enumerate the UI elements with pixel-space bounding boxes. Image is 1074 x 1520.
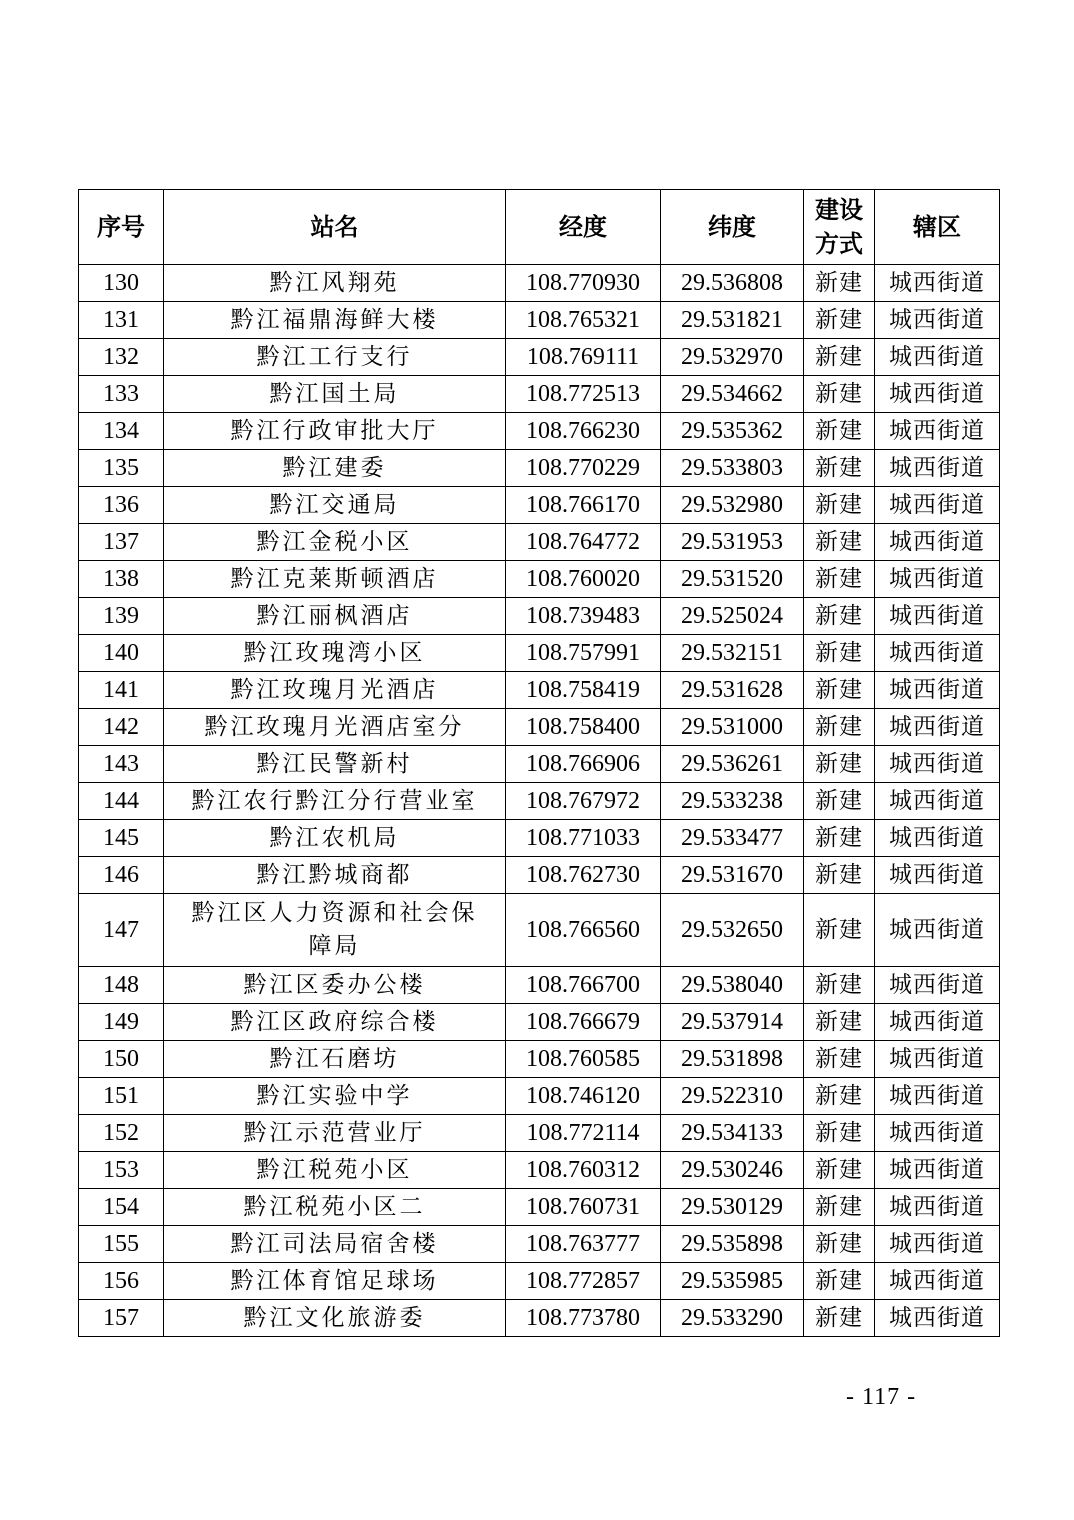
cell-index: 138: [79, 561, 164, 598]
cell-station-name: 黔江区政府综合楼: [164, 1004, 506, 1041]
header-row: [79, 190, 1000, 265]
table-row: [79, 598, 1000, 635]
cell-latitude: 29.531670: [661, 857, 804, 894]
cell-longitude: 108.760312: [506, 1152, 661, 1189]
cell-build-mode: 新建: [804, 672, 875, 709]
table-row: [79, 1189, 1000, 1226]
cell-station-name: 黔江石磨坊: [164, 1041, 506, 1078]
cell-build-mode: 新建: [804, 894, 875, 967]
cell-station-name: 黔江交通局: [164, 487, 506, 524]
cell-longitude: 108.766679: [506, 1004, 661, 1041]
table-row: [79, 524, 1000, 561]
cell-latitude: 29.537914: [661, 1004, 804, 1041]
cell-build-mode: 新建: [804, 709, 875, 746]
cell-longitude: 108.765321: [506, 302, 661, 339]
cell-district: 城西街道: [875, 1078, 1000, 1115]
cell-district: 城西街道: [875, 487, 1000, 524]
cell-index: 143: [79, 746, 164, 783]
header-longitude: 经度: [506, 190, 661, 265]
cell-longitude: 108.766700: [506, 967, 661, 1004]
cell-index: 130: [79, 265, 164, 302]
cell-index: 148: [79, 967, 164, 1004]
header-build-mode-line2: 方式: [815, 229, 863, 258]
table-row: [79, 487, 1000, 524]
cell-latitude: 29.533803: [661, 450, 804, 487]
cell-longitude: 108.739483: [506, 598, 661, 635]
header-district: 辖区: [875, 190, 1000, 265]
cell-latitude: 29.522310: [661, 1078, 804, 1115]
cell-index: 150: [79, 1041, 164, 1078]
cell-build-mode: 新建: [804, 561, 875, 598]
cell-index: 142: [79, 709, 164, 746]
table-row: [79, 265, 1000, 302]
cell-station-name: 黔江体育馆足球场: [164, 1263, 506, 1300]
page-number: - 117 -: [846, 1384, 917, 1410]
cell-index: 144: [79, 783, 164, 820]
cell-latitude: 29.530129: [661, 1189, 804, 1226]
cell-build-mode: 新建: [804, 1152, 875, 1189]
cell-latitude: 29.530246: [661, 1152, 804, 1189]
cell-build-mode: 新建: [804, 967, 875, 1004]
table-row: [79, 820, 1000, 857]
cell-district: 城西街道: [875, 265, 1000, 302]
cell-build-mode: 新建: [804, 450, 875, 487]
cell-longitude: 108.771033: [506, 820, 661, 857]
cell-station-name: 黔江黔城商都: [164, 857, 506, 894]
cell-build-mode: 新建: [804, 1041, 875, 1078]
table-row: [79, 302, 1000, 339]
cell-district: 城西街道: [875, 1152, 1000, 1189]
table-row: [79, 413, 1000, 450]
cell-longitude: 108.764772: [506, 524, 661, 561]
cell-index: 154: [79, 1189, 164, 1226]
header-name: 站名: [164, 190, 506, 265]
cell-longitude: 108.763777: [506, 1226, 661, 1263]
cell-district: 城西街道: [875, 598, 1000, 635]
cell-index: 137: [79, 524, 164, 561]
cell-build-mode: 新建: [804, 487, 875, 524]
table-row: [79, 635, 1000, 672]
cell-longitude: 108.772857: [506, 1263, 661, 1300]
cell-district: 城西街道: [875, 413, 1000, 450]
cell-build-mode: 新建: [804, 783, 875, 820]
header-latitude: 纬度: [661, 190, 804, 265]
cell-station-name: 黔江玫瑰月光酒店: [164, 672, 506, 709]
table-row: [79, 1226, 1000, 1263]
cell-district: 城西街道: [875, 1263, 1000, 1300]
cell-latitude: 29.535362: [661, 413, 804, 450]
cell-district: 城西街道: [875, 561, 1000, 598]
cell-latitude: 29.532151: [661, 635, 804, 672]
cell-build-mode: 新建: [804, 1300, 875, 1337]
cell-index: 131: [79, 302, 164, 339]
cell-index: 153: [79, 1152, 164, 1189]
cell-latitude: 29.531898: [661, 1041, 804, 1078]
cell-latitude: 29.531953: [661, 524, 804, 561]
cell-district: 城西街道: [875, 302, 1000, 339]
table-row: [79, 783, 1000, 820]
cell-station-name: 黔江克莱斯顿酒店: [164, 561, 506, 598]
table-row: [79, 967, 1000, 1004]
table-row: [79, 376, 1000, 413]
cell-index: 136: [79, 487, 164, 524]
cell-station-name: 黔江民警新村: [164, 746, 506, 783]
cell-longitude: 108.746120: [506, 1078, 661, 1115]
table-row: [79, 746, 1000, 783]
cell-station-name: 黔江农机局: [164, 820, 506, 857]
table-row: [79, 709, 1000, 746]
cell-district: 城西街道: [875, 1115, 1000, 1152]
cell-station-name: 黔江实验中学: [164, 1078, 506, 1115]
table-row: [79, 339, 1000, 376]
cell-district: 城西街道: [875, 783, 1000, 820]
cell-latitude: 29.535985: [661, 1263, 804, 1300]
cell-longitude: 108.757991: [506, 635, 661, 672]
cell-district: 城西街道: [875, 746, 1000, 783]
cell-build-mode: 新建: [804, 746, 875, 783]
cell-longitude: 108.767972: [506, 783, 661, 820]
cell-district: 城西街道: [875, 524, 1000, 561]
cell-build-mode: 新建: [804, 265, 875, 302]
header-build-mode-line1: 建设: [815, 195, 863, 224]
cell-latitude: 29.532970: [661, 339, 804, 376]
cell-district: 城西街道: [875, 967, 1000, 1004]
cell-station-name: 黔江风翔苑: [164, 265, 506, 302]
cell-build-mode: 新建: [804, 524, 875, 561]
cell-station-name: 黔江国土局: [164, 376, 506, 413]
cell-latitude: 29.531628: [661, 672, 804, 709]
cell-index: 133: [79, 376, 164, 413]
table-row: [79, 1152, 1000, 1189]
cell-station-name: 黔江文化旅游委: [164, 1300, 506, 1337]
cell-longitude: 108.770229: [506, 450, 661, 487]
cell-district: 城西街道: [875, 339, 1000, 376]
cell-longitude: 108.772513: [506, 376, 661, 413]
cell-latitude: 29.533477: [661, 820, 804, 857]
cell-longitude: 108.762730: [506, 857, 661, 894]
table-row: [79, 894, 1000, 967]
cell-station-name: 黔江玫瑰月光酒店室分: [164, 709, 506, 746]
cell-index: 157: [79, 1300, 164, 1337]
table-row: [79, 1004, 1000, 1041]
cell-station-name: 黔江示范营业厅: [164, 1115, 506, 1152]
header-build-mode: [804, 190, 875, 265]
cell-longitude: 108.766560: [506, 894, 661, 967]
cell-district: 城西街道: [875, 709, 1000, 746]
cell-index: 152: [79, 1115, 164, 1152]
table-row: [79, 1263, 1000, 1300]
cell-index: 155: [79, 1226, 164, 1263]
cell-longitude: 108.758419: [506, 672, 661, 709]
cell-index: 132: [79, 339, 164, 376]
cell-station-name: 黔江区人力资源和社会保障局: [164, 894, 506, 967]
cell-district: 城西街道: [875, 672, 1000, 709]
cell-latitude: 29.536808: [661, 265, 804, 302]
cell-index: 145: [79, 820, 164, 857]
cell-latitude: 29.535898: [661, 1226, 804, 1263]
table-row: [79, 1041, 1000, 1078]
cell-station-name: 黔江丽枫酒店: [164, 598, 506, 635]
cell-district: 城西街道: [875, 376, 1000, 413]
cell-build-mode: 新建: [804, 1078, 875, 1115]
cell-district: 城西街道: [875, 857, 1000, 894]
table-row: [79, 450, 1000, 487]
cell-index: 141: [79, 672, 164, 709]
cell-latitude: 29.533290: [661, 1300, 804, 1337]
cell-station-name: 黔江行政审批大厅: [164, 413, 506, 450]
cell-longitude: 108.758400: [506, 709, 661, 746]
cell-longitude: 108.766906: [506, 746, 661, 783]
cell-latitude: 29.531000: [661, 709, 804, 746]
cell-build-mode: 新建: [804, 1189, 875, 1226]
cell-longitude: 108.766230: [506, 413, 661, 450]
cell-longitude: 108.760731: [506, 1189, 661, 1226]
cell-build-mode: 新建: [804, 376, 875, 413]
cell-station-name: 黔江建委: [164, 450, 506, 487]
cell-index: 149: [79, 1004, 164, 1041]
cell-build-mode: 新建: [804, 339, 875, 376]
cell-district: 城西街道: [875, 894, 1000, 967]
cell-longitude: 108.770930: [506, 265, 661, 302]
cell-build-mode: 新建: [804, 1226, 875, 1263]
cell-station-name: 黔江税苑小区二: [164, 1189, 506, 1226]
cell-district: 城西街道: [875, 1226, 1000, 1263]
table-row: [79, 1115, 1000, 1152]
cell-district: 城西街道: [875, 1004, 1000, 1041]
cell-district: 城西街道: [875, 450, 1000, 487]
cell-station-name: 黔江工行支行: [164, 339, 506, 376]
cell-build-mode: 新建: [804, 413, 875, 450]
cell-latitude: 29.531520: [661, 561, 804, 598]
table-row: [79, 1078, 1000, 1115]
cell-index: 140: [79, 635, 164, 672]
cell-index: 146: [79, 857, 164, 894]
cell-longitude: 108.766170: [506, 487, 661, 524]
cell-longitude: 108.760585: [506, 1041, 661, 1078]
cell-station-name: 黔江税苑小区: [164, 1152, 506, 1189]
table-row: [79, 672, 1000, 709]
cell-index: 134: [79, 413, 164, 450]
cell-longitude: 108.760020: [506, 561, 661, 598]
cell-latitude: 29.534662: [661, 376, 804, 413]
cell-build-mode: 新建: [804, 820, 875, 857]
cell-build-mode: 新建: [804, 302, 875, 339]
cell-build-mode: 新建: [804, 598, 875, 635]
cell-build-mode: 新建: [804, 857, 875, 894]
cell-latitude: 29.531821: [661, 302, 804, 339]
cell-latitude: 29.538040: [661, 967, 804, 1004]
cell-longitude: 108.772114: [506, 1115, 661, 1152]
cell-index: 156: [79, 1263, 164, 1300]
cell-district: 城西街道: [875, 1189, 1000, 1226]
cell-station-name: 黔江司法局宿舍楼: [164, 1226, 506, 1263]
table-row: [79, 857, 1000, 894]
cell-latitude: 29.525024: [661, 598, 804, 635]
cell-longitude: 108.769111: [506, 339, 661, 376]
cell-longitude: 108.773780: [506, 1300, 661, 1337]
cell-latitude: 29.533238: [661, 783, 804, 820]
header-index: 序号: [79, 190, 164, 265]
cell-build-mode: 新建: [804, 1263, 875, 1300]
cell-index: 147: [79, 894, 164, 967]
cell-build-mode: 新建: [804, 1115, 875, 1152]
table-body: [79, 265, 1000, 1337]
cell-index: 151: [79, 1078, 164, 1115]
cell-latitude: 29.532980: [661, 487, 804, 524]
cell-district: 城西街道: [875, 1300, 1000, 1337]
station-table: [78, 189, 1000, 1337]
cell-station-name: 黔江玫瑰湾小区: [164, 635, 506, 672]
table-row: [79, 561, 1000, 598]
cell-latitude: 29.534133: [661, 1115, 804, 1152]
table-row: [79, 1300, 1000, 1337]
cell-latitude: 29.532650: [661, 894, 804, 967]
cell-station-name: 黔江金税小区: [164, 524, 506, 561]
cell-district: 城西街道: [875, 820, 1000, 857]
cell-station-name: 黔江农行黔江分行营业室: [164, 783, 506, 820]
cell-build-mode: 新建: [804, 1004, 875, 1041]
cell-index: 139: [79, 598, 164, 635]
cell-station-name: 黔江区委办公楼: [164, 967, 506, 1004]
cell-district: 城西街道: [875, 635, 1000, 672]
cell-latitude: 29.536261: [661, 746, 804, 783]
cell-index: 135: [79, 450, 164, 487]
cell-build-mode: 新建: [804, 635, 875, 672]
cell-station-name: 黔江福鼎海鲜大楼: [164, 302, 506, 339]
cell-district: 城西街道: [875, 1041, 1000, 1078]
